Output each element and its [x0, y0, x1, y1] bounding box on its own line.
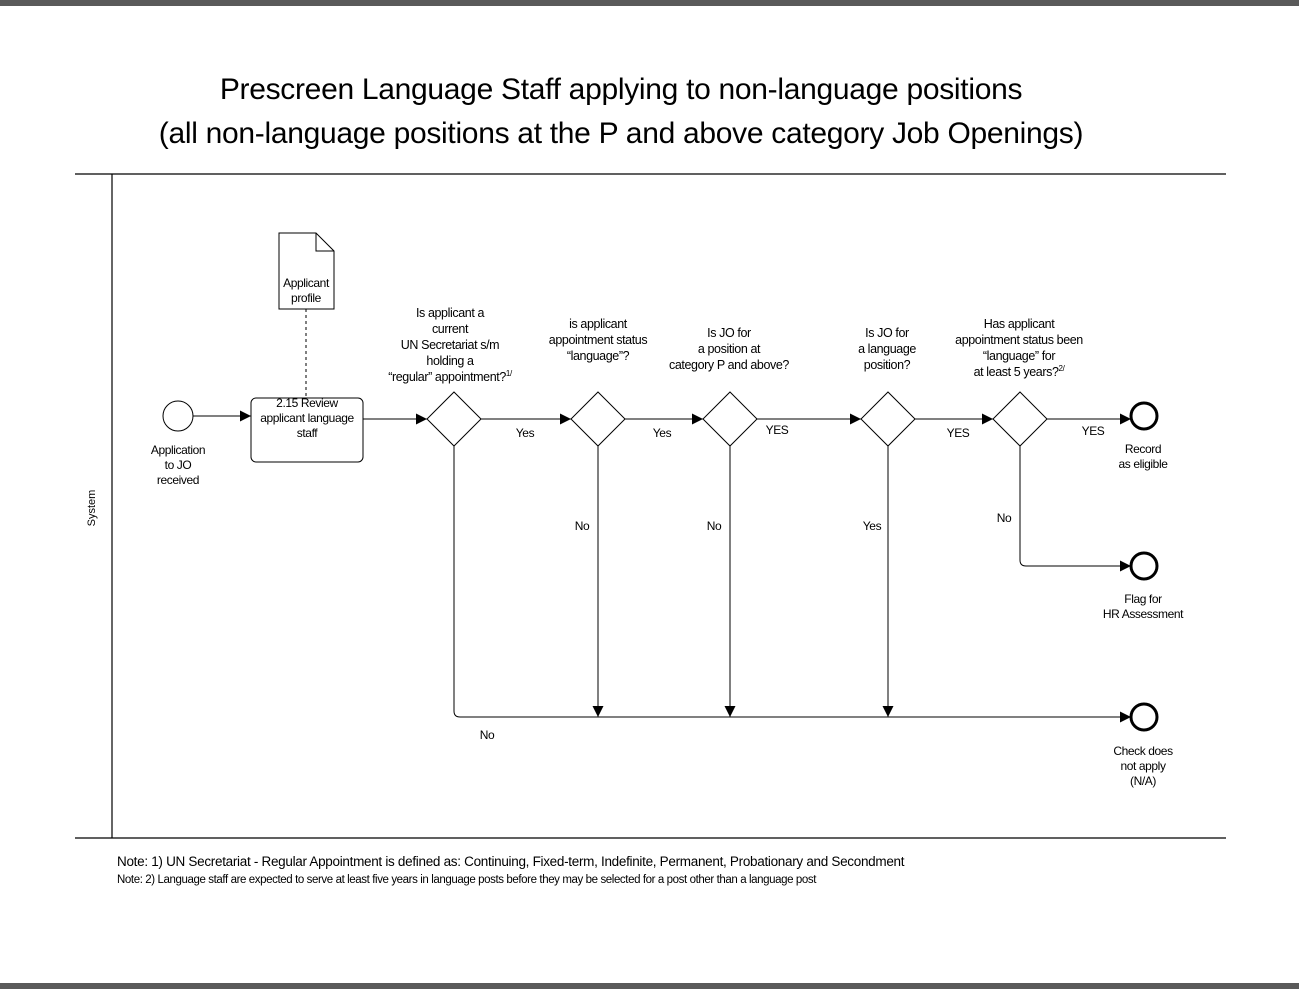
decision-4-label-line-3: position? — [863, 358, 911, 372]
decision-1-label-line-2: current — [431, 322, 469, 336]
decision-1-diamond — [427, 392, 481, 446]
decision-4-label-line-2: a language — [858, 342, 916, 356]
edge-label-d1-no: No — [479, 728, 495, 742]
decision-1-label-line-3: UN Secretariat s/m — [400, 338, 500, 352]
title-line-2: (all non-language positions at the P and above category Job Openings) — [158, 117, 1084, 150]
decision-2-label-line-2: appointment status — [548, 333, 648, 347]
decision-3-diamond — [703, 392, 757, 446]
document-label-line-1: Applicant — [283, 276, 329, 290]
end-event-eligible — [1131, 403, 1157, 429]
decision-4-diamond — [861, 392, 915, 446]
decision-3-label-line-1: Is JO for — [707, 326, 751, 340]
end-eligible-label — [1119, 442, 1168, 472]
start-event-label-line-1: Application — [150, 443, 206, 457]
document-label-line-2: profile — [291, 291, 321, 305]
task-label — [260, 396, 354, 441]
decision-5-label-line-4 — [955, 364, 1083, 380]
footnote-2: Note: 2) Language staff are expected to serve at least five years in language posts before they may be selected for a post other than a language post — [117, 874, 817, 886]
footnotes — [117, 852, 904, 890]
decision-2-label-line-3: “language”? — [566, 349, 630, 363]
edge-label-d5-no: No — [996, 511, 1012, 525]
end-flag-label-line-1: Flag for — [1124, 592, 1162, 606]
lane-label: System — [86, 489, 98, 527]
decision-4-label-line-1: Is JO for — [865, 326, 909, 340]
edge-label-d4-yes: YES — [946, 426, 970, 440]
edge-label-d4-yes-down: Yes — [862, 519, 882, 533]
decision-5-diamond — [993, 392, 1047, 446]
decision-1-label-last: “regular” appointment? — [388, 370, 506, 384]
title-line-1: Prescreen Language Staff applying to non-language positions — [219, 73, 1023, 106]
end-na-label-line-2: not apply — [1120, 759, 1166, 773]
end-eligible-label-line-1: Record — [1124, 442, 1162, 456]
flow-d5-to-flag — [1020, 446, 1131, 566]
task-label-line-1: 2.15 Review — [276, 396, 338, 410]
flow-d1-to-na — [454, 446, 1131, 717]
decision-3-label-line-3: category P and above? — [669, 358, 789, 372]
end-event-flag — [1131, 553, 1157, 579]
edge-label-d2-yes: Yes — [652, 426, 672, 440]
start-event — [163, 401, 193, 431]
end-flag-label — [1103, 592, 1183, 622]
edge-label-d1-yes: Yes — [515, 426, 535, 440]
decision-1-footnote-ref: 1/ — [505, 368, 512, 378]
document-label — [283, 276, 329, 306]
decision-2-label — [549, 316, 647, 364]
edge-label-d5-yes: YES — [1081, 424, 1105, 438]
end-event-na — [1131, 704, 1157, 730]
decision-1-label-line-1: Is applicant a — [415, 306, 485, 320]
decision-1-label-line-5 — [388, 369, 512, 385]
decision-5-footnote-ref: 2/ — [1058, 363, 1065, 373]
decision-5-label-line-1: Has applicant — [983, 317, 1055, 331]
end-na-label — [1113, 744, 1172, 789]
end-flag-label-line-2: HR Assessment — [1102, 607, 1184, 621]
edge-label-d2-no: No — [574, 519, 590, 533]
decision-2-diamond — [571, 392, 625, 446]
end-na-label-line-3: (N/A) — [1130, 774, 1156, 788]
decision-3-label — [669, 325, 789, 373]
decision-5-label — [955, 316, 1083, 380]
footnote-1: Note: 1) UN Secretariat - Regular Appointment is defined as: Continuing, Fixed-term, Indefinite, Permanent, Probationary and Secondment — [117, 854, 905, 869]
start-event-label-line-3: received — [156, 473, 200, 487]
edge-label-d3-yes: YES — [765, 423, 789, 437]
start-event-label-line-2: to JO — [164, 458, 192, 472]
decision-4-label — [858, 325, 916, 373]
end-na-label-line-1: Check does — [1113, 744, 1173, 758]
edge-label-d3-no: No — [706, 519, 722, 533]
decision-5-label-line-3: “language” for — [982, 349, 1056, 363]
end-eligible-label-line-2: as eligible — [1118, 457, 1168, 471]
task-label-line-2: applicant language — [260, 411, 354, 425]
decision-3-label-line-2: a position at — [697, 342, 761, 356]
decision-2-label-line-1: is applicant — [569, 317, 627, 331]
decision-1-label — [388, 305, 512, 385]
start-event-label — [151, 443, 205, 488]
decision-5-label-line-2: appointment status been — [955, 333, 1083, 347]
task-label-line-3: staff — [296, 426, 318, 440]
decision-1-label-line-4: holding a — [426, 354, 474, 368]
decision-5-label-last: at least 5 years? — [973, 365, 1059, 379]
